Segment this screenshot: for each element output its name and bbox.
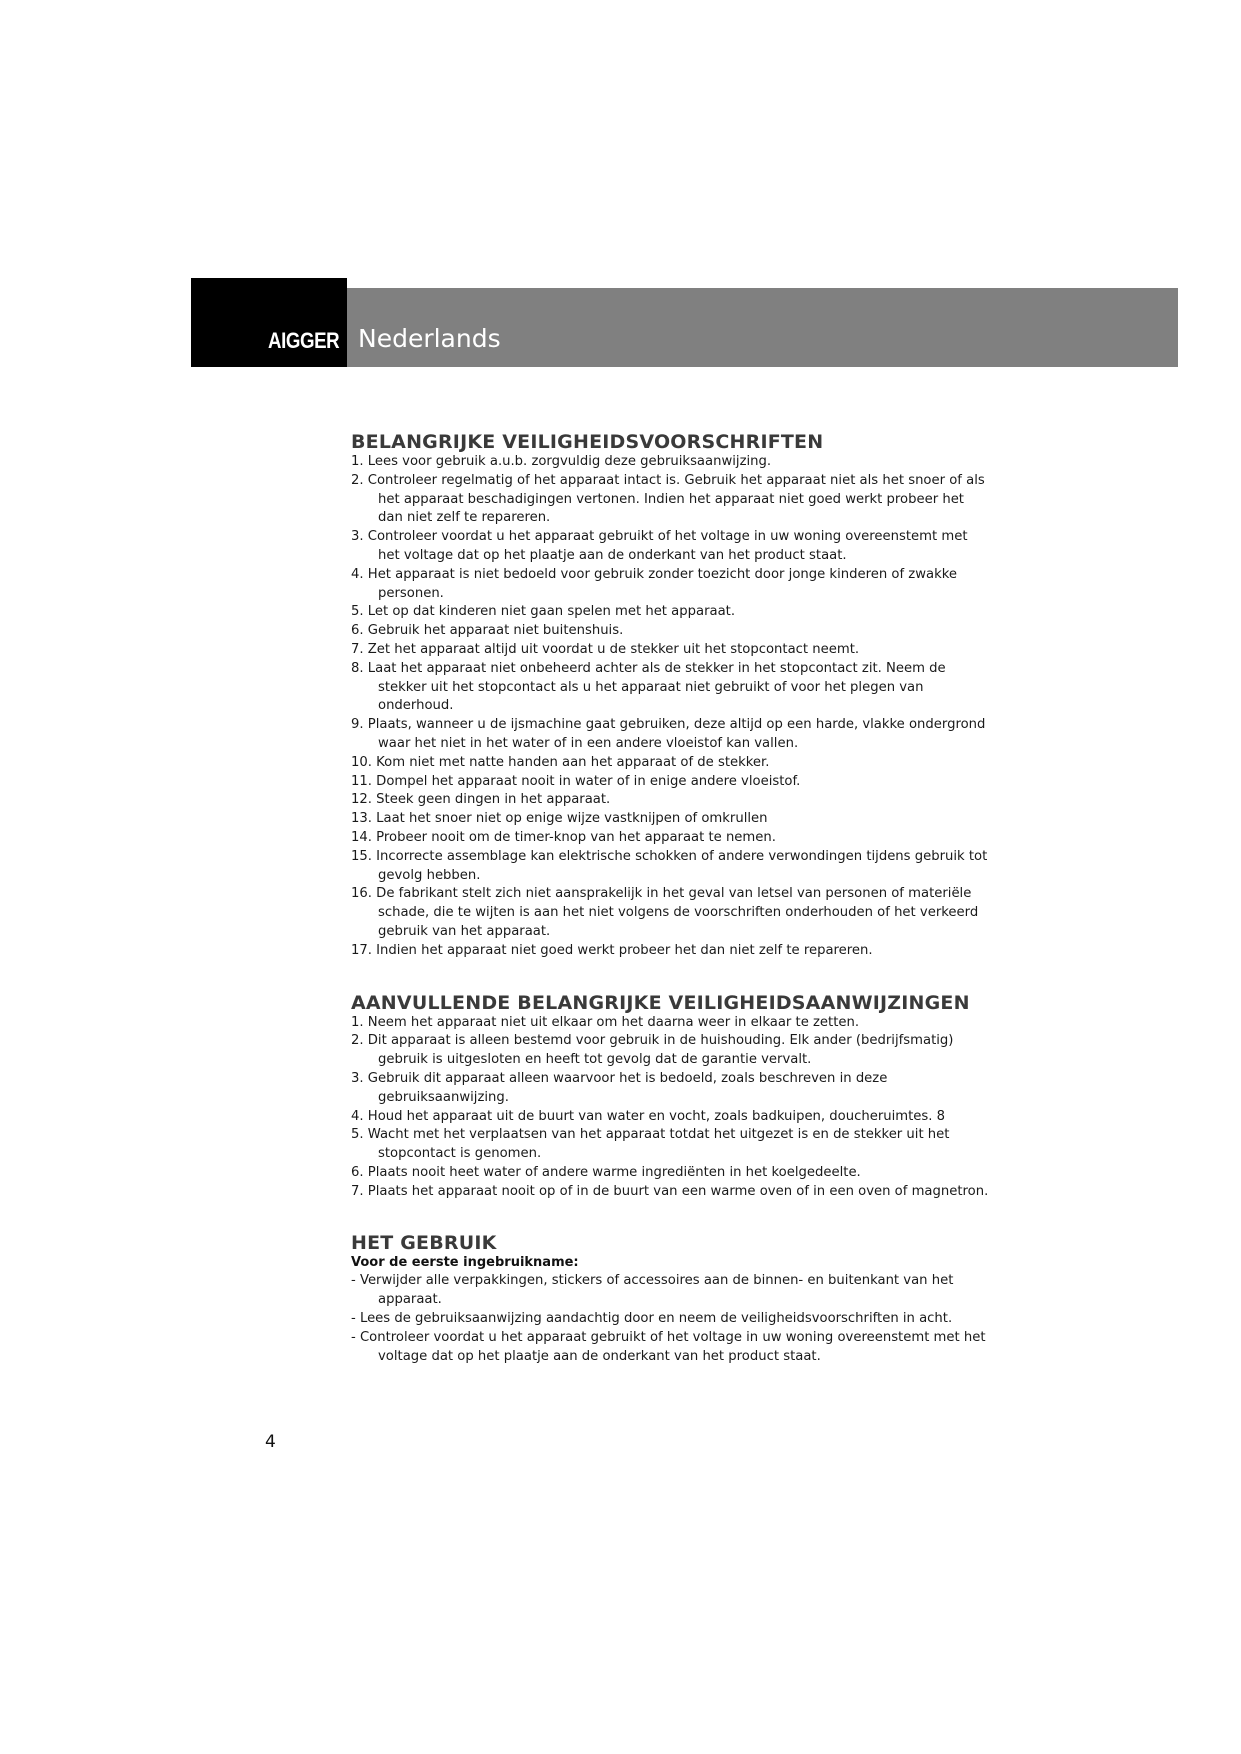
section-subtitle: Voor de eerste ingebruikname:: [351, 1255, 579, 1271]
list-item: - Controleer voordat u het apparaat gebruikt of het voltage in uw woning overeenstemt met het voltage dat op het plaatje aan de onderkant van het product staat.: [351, 1329, 986, 1364]
list-item: - Lees de gebruiksaanwijzing aandachtig door en neem de veiligheidsvoorschriften in acht.: [351, 1311, 953, 1327]
list-item: 11. Dompel het apparaat nooit in water of in enige andere vloeistof.: [351, 773, 801, 789]
section-title: HET GEBRUIK: [351, 1232, 497, 1255]
list-item: 6. Gebruik het apparaat niet buitenshuis.: [351, 623, 624, 639]
section-usage: [351, 1233, 991, 1366]
brand-logo: AIGGER: [268, 328, 340, 353]
list-item: 1. Neem het apparaat niet uit elkaar om het daarna weer in elkaar te zetten.: [351, 1014, 860, 1030]
list-item: 12. Steek geen dingen in het apparaat.: [351, 792, 611, 808]
list-item: 15. Incorrecte assemblage kan elektrische schokken of andere verwondingen tijdens gebruik tot gevolg hebben.: [351, 848, 988, 883]
list-item: 14. Probeer nooit om de timer-knop van het apparaat te nemen.: [351, 829, 776, 845]
section-additional-safety: [351, 993, 991, 1202]
language-bar: [347, 288, 1178, 367]
list-item: 3. Controleer voordat u het apparaat gebruikt of het voltage in uw woning overeenstemt met het voltage dat op het plaatje aan de onderkant van het product staat.: [351, 529, 968, 563]
additional-safety-list: [351, 1014, 991, 1202]
list-item: 8. Laat het apparaat niet onbeheerd achter als de stekker in het stopcontact zit. Neem de stekker uit het stopcontact als u het apparaat niet gebruikt of voor het plegen van onderhoud.: [351, 660, 946, 714]
list-item: 2. Dit apparaat is alleen bestemd voor gebruik in de huishouding. Elk ander (bedrijfsmatig) gebruik is uitgesloten en heeft tot gevolg dat de garantie vervalt.: [351, 1033, 954, 1068]
list-item: 17. Indien het apparaat niet goed werkt probeer het dan niet zelf te repareren.: [351, 942, 873, 958]
list-item: 13. Laat het snoer niet op enige wijze vastknijpen of omkrullen: [351, 811, 768, 827]
list-item: 10. Kom niet met natte handen aan het apparaat of de stekker.: [351, 754, 770, 770]
list-item: 5. Let op dat kinderen niet gaan spelen met het apparaat.: [351, 604, 736, 620]
list-item: 16. De fabrikant stelt zich niet aansprakelijk in het geval van letsel van personen of materiële schade, die te wijten is aan het niet volgens de voorschriften onderhouden of het verkeerd gebruik van het apparaat.: [351, 886, 979, 939]
list-item: 4. Houd het apparaat uit de buurt van water en vocht, zoals badkuipen, doucheruimtes. 8: [351, 1108, 946, 1124]
list-item: 9. Plaats, wanneer u de ijsmachine gaat gebruiken, deze altijd op een harde, vlakke ondergrond waar het niet in het water of in een andere vloeistof kan vallen.: [351, 717, 986, 751]
list-item: 7. Plaats het apparaat nooit op of in de buurt van een warme oven of in een oven of magnetron.: [351, 1183, 989, 1199]
list-item: 5. Wacht met het verplaatsen van het apparaat totdat het uitgezet is en de stekker uit het stopcontact is genomen.: [351, 1127, 950, 1162]
list-item: 6. Plaats nooit heet water of andere warme ingrediënten in het koelgedeelte.: [351, 1164, 861, 1180]
page-number: 4: [265, 1432, 276, 1452]
page-header: [191, 278, 1178, 367]
list-item: 7. Zet het apparaat altijd uit voordat u de stekker uit het stopcontact neemt.: [351, 641, 860, 657]
list-item: - Verwijder alle verpakkingen, stickers of accessoires aan de binnen- en buitenkant van het apparaat.: [351, 1273, 954, 1308]
list-item: 2. Controleer regelmatig of het apparaat intact is. Gebruik het apparaat niet als het snoer of als het apparaat beschadigingen vertonen. Indien het apparaat niet goed werkt probeer het dan niet zelf te repareren.: [351, 472, 985, 526]
brand-block: [191, 278, 347, 367]
safety-rules-list: [351, 453, 991, 961]
list-item: 3. Gebruik dit apparaat alleen waarvoor het is bedoeld, zoals beschreven in deze gebruiksaanwijzing.: [351, 1070, 888, 1105]
usage-list: [351, 1272, 991, 1366]
section-title: AANVULLENDE BELANGRIJKE VEILIGHEIDSAANWIJZINGEN: [351, 991, 970, 1014]
language-label: Nederlands: [358, 324, 501, 353]
list-item: 4. Het apparaat is niet bedoeld voor gebruik zonder toezicht door jonge kinderen of zwakke personen.: [351, 566, 957, 601]
section-safety-rules: [351, 432, 991, 961]
section-title: BELANGRIJKE VEILIGHEIDSVOORSCHRIFTEN: [351, 431, 824, 453]
manual-content: [351, 432, 991, 1366]
list-item: 1. Lees voor gebruik a.u.b. zorgvuldig deze gebruiksaanwijzing.: [351, 454, 772, 469]
